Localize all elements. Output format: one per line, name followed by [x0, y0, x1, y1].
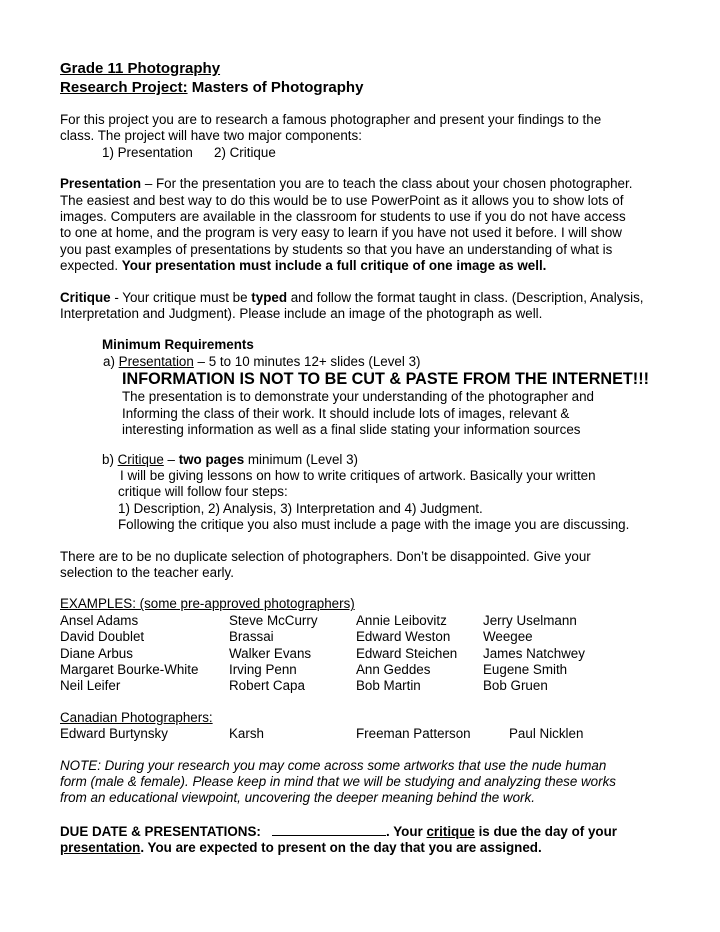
photographer-name: Edward Weston: [356, 629, 451, 645]
note-line-0: NOTE: During your research you may come across some artworks that use the nude human: [60, 757, 607, 773]
photographer-row: [60, 629, 690, 645]
req-b-line-3: Following the critique you also must include a page with the image you are discussing.: [118, 517, 630, 533]
intro-line-2: class. The project will have two major components:: [60, 128, 362, 144]
photographer-name: Bob Martin: [356, 678, 421, 694]
photographer-name: Walker Evans: [229, 645, 312, 661]
note-line-1: form (male & female). Please keep in mind that we will be studying and analyzing these works: [60, 774, 616, 789]
req-a-label: Presentation: [118, 353, 194, 369]
presentation-line-4: you past examples of presentations by students so that you have an understanding of what is: [60, 241, 613, 257]
due-critique-word: critique: [426, 823, 475, 839]
components-list: [60, 145, 690, 161]
photographer-row: [60, 646, 690, 662]
photographer-name: Freeman Patterson: [356, 726, 471, 742]
photographer-name: Ansel Adams: [60, 612, 139, 628]
presentation-last-plain: expected.: [60, 258, 122, 274]
photographer-row: [60, 678, 690, 694]
req-b-dash: –: [163, 451, 179, 467]
nude-note: [60, 758, 690, 807]
component-2: 2) Critique: [214, 144, 276, 160]
photographer-name: Diane Arbus: [60, 645, 133, 661]
req-b-line-1: critique will follow four steps:: [118, 484, 288, 500]
requirements-heading: Minimum Requirements: [102, 337, 254, 353]
photographer-name: Eugene Smith: [483, 661, 568, 677]
req-b-bold: two pages: [178, 451, 245, 467]
req-b-prefix: b): [102, 451, 118, 467]
req-a-rest: – 5 to 10 minutes 12+ slides (Level 3): [193, 353, 421, 369]
photographer-name: Edward Steichen: [356, 645, 458, 661]
photographer-name: Edward Burtynsky: [60, 726, 168, 742]
due-rest-2: . You are expected to present on the day that you are assigned.: [140, 840, 542, 856]
req-b-line-2: 1) Description, 2) Analysis, 3) Interpretation and 4) Judgment.: [118, 500, 483, 516]
critique-text-b: and follow the format taught in class. (Description, Analysis,: [287, 289, 644, 305]
photographer-name: Karsh: [229, 726, 264, 742]
critique-typed: typed: [251, 289, 287, 305]
presentation-line-2: images. Computers are available in the classroom for students to use if you do not have access: [60, 209, 626, 225]
photographer-name: James Natchwey: [483, 645, 585, 661]
photographer-name: Jerry Uselmann: [483, 612, 577, 628]
photographer-name: Neil Leifer: [60, 678, 121, 694]
req-b-rest: minimum (Level 3): [244, 451, 359, 467]
photographer-row: [60, 662, 690, 678]
photographer-name: Bob Gruen: [483, 678, 548, 694]
presentation-line-3: to one at home, and the program is very easy to learn if you have not used it before. I will show: [60, 225, 622, 241]
photographer-name: Brassai: [229, 629, 274, 645]
component-1: 1) Presentation: [102, 144, 193, 160]
document-title: Grade 11 Photography: [60, 60, 221, 77]
note-line-2: from an educational viewpoint, uncovering the deeper meaning behind the work.: [60, 790, 535, 806]
due-label: DUE DATE & PRESENTATIONS:: [60, 823, 261, 839]
presentation-last-bold: Your presentation must include a full critique of one image as well.: [121, 258, 547, 274]
req-a-line-1: Informing the class of their work. It should include lots of images, relevant &: [122, 405, 570, 421]
due-date-section: [60, 822, 690, 857]
due-rest-1: is due the day of your: [474, 823, 617, 839]
req-a-line-0: The presentation is to demonstrate your understanding of the photographer and: [122, 389, 594, 405]
photographer-name: Paul Nicklen: [509, 726, 584, 742]
canadian-row: [60, 726, 690, 742]
duplicates-line-2: selection to the teacher early.: [60, 564, 234, 580]
presentation-line-0: – For the presentation you are to teach the class about your chosen photographer.: [141, 176, 633, 192]
copy-paste-warning: INFORMATION IS NOT TO BE CUT & PASTE FROM THE INTERNET!!!: [122, 370, 649, 389]
req-a-line-2: interesting information as well as a final slide stating your information sources: [122, 422, 581, 438]
photographer-name: Ann Geddes: [356, 661, 431, 677]
req-a-prefix: a): [103, 353, 119, 369]
due-date-blank: [272, 822, 386, 836]
examples-section: [60, 596, 690, 694]
presentation-label: Presentation: [60, 176, 142, 192]
photographer-row: [60, 613, 690, 629]
document-page: [60, 59, 690, 857]
critique-section: [60, 290, 690, 323]
req-b-line-0: I will be giving lessons on how to write critiques of artwork. Basically your written: [120, 467, 596, 483]
photographer-name: Irving Penn: [229, 661, 297, 677]
critique-line-2: Interpretation and Judgment). Please include an image of the photograph as well.: [60, 306, 543, 322]
examples-heading: EXAMPLES: (some pre-approved photographers): [60, 596, 355, 612]
due-after-blank: . Your: [386, 823, 427, 839]
due-presentation-word: presentation: [60, 840, 141, 856]
canadian-section: [60, 710, 690, 743]
intro-line-1: For this project you are to research a famous photographer and present your findings to the: [60, 112, 602, 127]
requirements-section: [60, 337, 690, 533]
subtitle-text: Masters of Photography: [187, 79, 364, 96]
duplicates-line-1: There are to be no duplicate selection of photographers. Don’t be disappointed. Give your: [60, 548, 591, 564]
req-b-label: Critique: [117, 451, 164, 467]
critique-text-a: - Your critique must be: [110, 289, 252, 305]
presentation-line-1: The easiest and best way to do this would be to use PowerPoint as it allows you to show lots of: [60, 192, 624, 208]
photographer-name: Robert Capa: [229, 678, 305, 694]
document-subtitle: [60, 78, 690, 97]
critique-label: Critique: [60, 289, 111, 305]
photographer-name: Margaret Bourke-White: [60, 661, 199, 677]
photographer-name: David Doublet: [60, 629, 145, 645]
photographer-name: Annie Leibovitz: [356, 612, 447, 628]
subtitle-label: Research Project:: [60, 79, 188, 96]
presentation-section: [60, 176, 690, 274]
photographer-name: Weegee: [483, 629, 533, 645]
canadian-heading: Canadian Photographers:: [60, 709, 213, 725]
photographer-name: Steve McCurry: [229, 612, 318, 628]
